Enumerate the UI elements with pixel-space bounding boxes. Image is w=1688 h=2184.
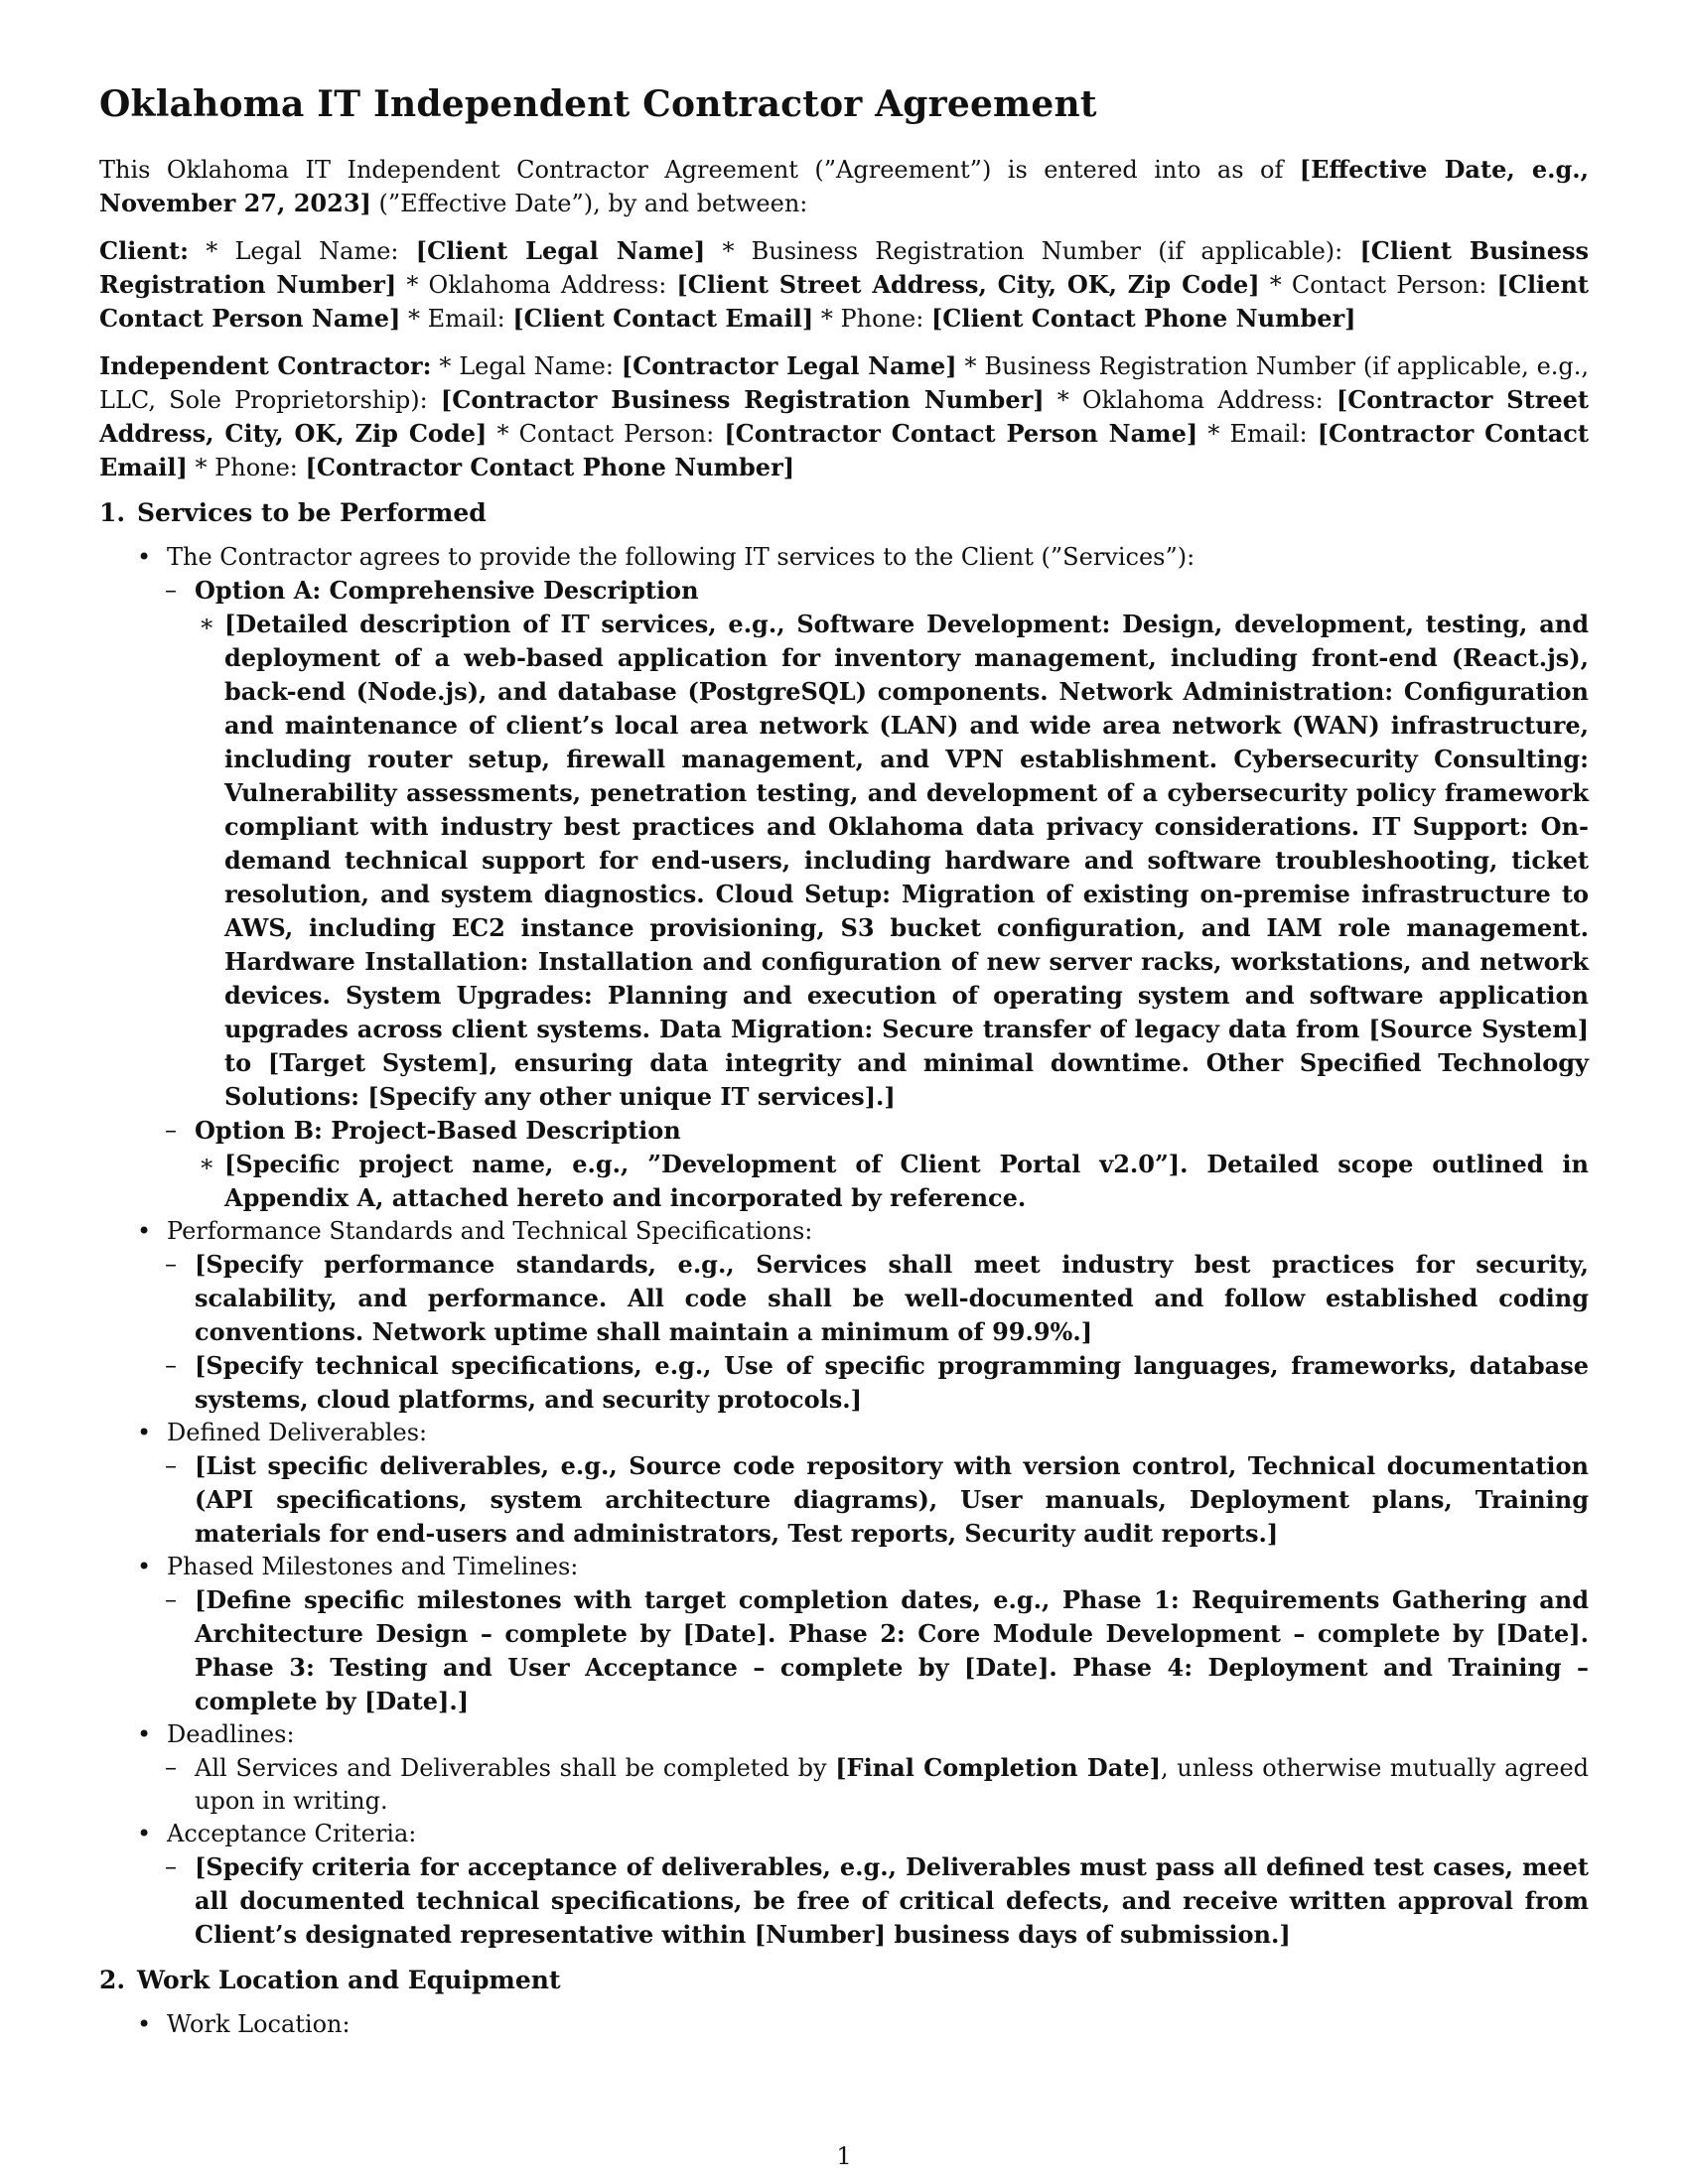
work-location-label: Work Location: xyxy=(167,2010,351,2038)
client-phone: [Client Contact Phone Number] xyxy=(930,304,1356,333)
client-field-label: * Oklahoma Address: xyxy=(396,271,677,299)
client-field-label: * Email: xyxy=(400,305,513,333)
services-intro: The Contractor agrees to provide the following IT services to the Client (”Services”): xyxy=(167,543,1196,571)
client-paragraph xyxy=(99,234,1589,336)
contractor-legal-name: [Contractor Legal Name] xyxy=(621,351,957,380)
list-item xyxy=(99,1417,1589,1551)
contractor-label: Independent Contractor: xyxy=(99,351,432,380)
client-field-label: * Legal Name: xyxy=(189,237,416,265)
deadlines-text: All Services and Deliverables shall be completed by xyxy=(195,1754,836,1782)
section-1-body xyxy=(99,541,1589,1952)
page-number: 1 xyxy=(836,2142,852,2170)
list-item xyxy=(195,608,1589,1114)
contractor-paragraph xyxy=(99,349,1589,484)
option-b-text: [Specific project name, e.g., ”Development of Client Portal v2.0”]. Detailed scope outlined in Appendix A, attached hereto and incorporated by reference. xyxy=(224,1150,1589,1212)
contractor-field-label: * Legal Name: xyxy=(431,352,622,380)
client-legal-name: [Client Legal Name] xyxy=(415,236,706,265)
list-item xyxy=(165,1583,1589,1718)
list-item xyxy=(99,1551,1589,1718)
client-field-label: * Business Registration Number (if applicable): xyxy=(705,237,1360,265)
list-item xyxy=(99,1215,1589,1417)
list-item xyxy=(195,1148,1589,1215)
section-1-heading xyxy=(99,498,1589,527)
client-contact-person: [Client Contact Person Name] xyxy=(99,270,1589,333)
contractor-field-label: * Oklahoma Address: xyxy=(1044,386,1336,414)
list-item xyxy=(165,1751,1589,1818)
client-field-label: * Phone: xyxy=(813,305,931,333)
acceptance-text: [Specify criteria for acceptance of deliverables, e.g., Deliverables must pass all defined test cases, meet all documented technical specifications, be free of critical defects, and receive written approval from Client’s designated representative within [Number] business days of submission.] xyxy=(195,1852,1589,1949)
client-label: Client: xyxy=(99,236,189,265)
client-registration: [Client Business Registration Number] xyxy=(99,236,1590,299)
list-item xyxy=(165,1449,1589,1551)
list-item xyxy=(99,1718,1589,1818)
section-2-body xyxy=(99,2008,1589,2041)
contractor-email: [Contractor Contact Email] xyxy=(99,419,1590,481)
milestones-text: [Define specific milestones with target completion dates, e.g., Phase 1: Requirements Gathering and Architecture Design – complete by [Date]. Phase 2: Core Module Development – complete by [Date]. Phase 3: Testing and User Acceptance – complete by [Date]. Phase 4: Deployment and Training – complete by [Date].] xyxy=(195,1585,1589,1715)
performance-label: Performance Standards and Technical Specifications: xyxy=(167,1217,813,1245)
deadlines-label: Deadlines: xyxy=(167,1720,295,1748)
document-title: Oklahoma IT Independent Contractor Agreement xyxy=(99,83,1097,125)
client-email: [Client Contact Email] xyxy=(512,304,814,333)
section-2-heading xyxy=(99,1966,1589,1994)
intro-paragraph xyxy=(99,153,1589,220)
intro-text: This Oklahoma IT Independent Contractor Agreement (”Agreement”) is entered into as of xyxy=(99,156,1300,184)
option-b-title: Option B: Project-Based Description xyxy=(195,1116,681,1145)
contractor-field-label: * Contact Person: xyxy=(487,420,725,448)
intro-text-end: (”Effective Date”), by and between: xyxy=(370,190,808,217)
contractor-phone: [Contractor Contact Phone Number] xyxy=(305,453,795,481)
effective-date-placeholder: [Effective Date, e.g., November 27, 2023] xyxy=(99,155,1589,217)
section-title: Work Location and Equipment xyxy=(137,1966,561,1994)
acceptance-label: Acceptance Criteria: xyxy=(167,1820,417,1847)
list-item xyxy=(165,1248,1589,1349)
contractor-field-label: * Business Registration Number (if applicable, e.g., LLC, Sole Proprietorship): xyxy=(99,352,1590,414)
section-number: 1. xyxy=(99,498,126,527)
list-item xyxy=(165,1349,1589,1417)
list-item xyxy=(99,1818,1589,1952)
section-number: 2. xyxy=(99,1966,126,1994)
final-completion-date: [Final Completion Date] xyxy=(835,1753,1161,1782)
document-page xyxy=(99,83,1589,2055)
option-a-text: [Detailed description of IT services, e.g., Software Development: Design, development, testing, and deployment of a web-based application for inventory management, including front-end (React.js), back-end (Node.js), and database (PostgreSQL) components. Network Administration: Configuration and maintenance of client’s local area network (LAN) and wide area network (WAN) infrastructure, including router setup, firewall management, and VPN establishment. Cybersecurity Consulting: Vulnerability assessments, penetration testing, and development of a cybersecurity policy framework compliant with industry best practices and Oklahoma data privacy considerations. IT Support: On-demand technical support for end-users, including hardware and software troubleshooting, ticket resolution, and system diagnostics. Cloud Setup: Migration of existing on-premise infrastructure to AWS, including EC2 instance provisioning, S3 bucket configuration, and IAM role management. Hardware Installation: Installation and configuration of new server racks, workstations, and network devices. System Upgrades: Planning and execution of operating system and software application upgrades across client systems. Data Migration: Secure transfer of legacy data from [Source System] to [Target System], ensuring data integrity and minimal downtime. Other Specified Technology Solutions: [Specify any other unique IT services].] xyxy=(224,610,1589,1111)
contractor-field-label: * Email: xyxy=(1197,420,1318,448)
client-address: [Client Street Address, City, OK, Zip Code] xyxy=(676,270,1260,299)
list-item xyxy=(99,2008,1589,2041)
deliverables-text: [List specific deliverables, e.g., Source code repository with version control, Technical documentation (API specifications, system architecture diagrams), User manuals, Deployment plans, Training materials for end-users and administrators, Test reports, Security audit reports.] xyxy=(195,1451,1589,1548)
milestones-label: Phased Milestones and Timelines: xyxy=(167,1553,579,1580)
contractor-contact-person: [Contractor Contact Person Name] xyxy=(724,419,1198,448)
client-field-label: * Contact Person: xyxy=(1259,271,1497,299)
section-title: Services to be Performed xyxy=(137,498,487,527)
deadlines-text-end: , unless otherwise mutually agreed upon in writing. xyxy=(195,1754,1590,1815)
list-item xyxy=(99,541,1589,1215)
contractor-field-label: * Phone: xyxy=(187,454,306,481)
performance-standards: [Specify performance standards, e.g., Services shall meet industry best practices for security, scalability, and performance. All code shall be well-documented and follow established coding conventions. Network uptime shall maintain a minimum of 99.9%.] xyxy=(195,1250,1589,1346)
deliverables-label: Defined Deliverables: xyxy=(167,1419,428,1446)
list-item xyxy=(165,574,1589,1114)
list-item xyxy=(165,1114,1589,1215)
list-item xyxy=(165,1850,1589,1952)
contractor-address: [Contractor Street Address, City, OK, Zip Code] xyxy=(99,385,1589,448)
option-a-title: Option A: Comprehensive Description xyxy=(195,576,699,605)
contractor-registration: [Contractor Business Registration Number] xyxy=(440,385,1045,414)
technical-specifications: [Specify technical specifications, e.g., Use of specific programming languages, frameworks, database systems, cloud platforms, and security protocols.] xyxy=(195,1351,1589,1414)
